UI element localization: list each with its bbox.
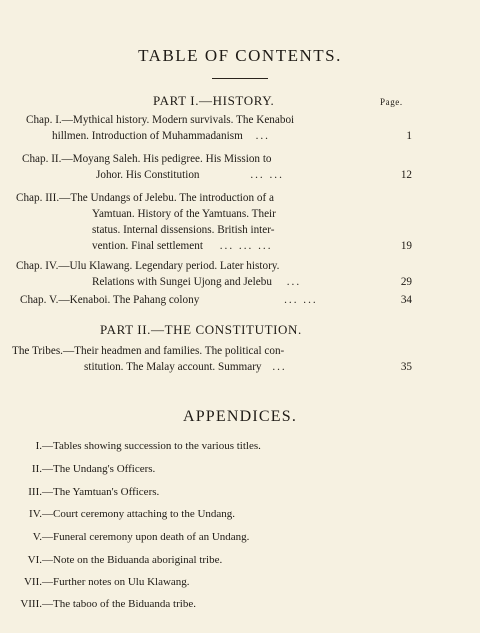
toc-line-text: stitution. The Malay account. Summary: [84, 361, 262, 373]
appendices-title: APPENDICES.: [182, 408, 298, 425]
toc-line: [16, 190, 412, 206]
appendix-number: II.: [31, 463, 42, 475]
toc-line-text: Relations with Sungei Ujong and Jelebu: [92, 276, 272, 288]
appendix-item: [30, 440, 261, 452]
title-rule: [212, 78, 268, 79]
leader-dots: ... ... ...: [219, 240, 273, 252]
appendix-text: —Court ceremony attaching to the Undang.: [42, 508, 236, 520]
toc-line-text: vention. Final settlement: [92, 240, 203, 252]
page-number: 29: [400, 276, 412, 288]
appendix-item: [30, 531, 249, 543]
page-number: 34: [400, 294, 412, 306]
toc-entry-chap-2: [18, 151, 412, 183]
toc-line-text: Chap. II.—Moyang Saleh. His pedigree. His Mission to: [22, 153, 272, 165]
toc-line: [18, 151, 412, 167]
toc-line: [20, 292, 412, 308]
appendix-text: —The Undang's Officers.: [42, 463, 156, 475]
toc-entry-chap-3: [16, 190, 412, 254]
toc-entry-chap-1: [22, 112, 412, 144]
leader-dots: ...: [286, 276, 302, 288]
toc-line-text: Chap. III.—The Undangs of Jelebu. The introduction of a: [16, 192, 274, 204]
leader-dots: ...: [255, 130, 270, 142]
toc-entry-chap-5: [20, 292, 412, 308]
appendix-number: III.: [28, 486, 42, 498]
appendix-item: [24, 508, 235, 520]
appendix-text: —The taboo of the Biduanda tribe.: [42, 598, 196, 610]
leader-dots: ... ...: [250, 169, 284, 181]
toc-line: [16, 238, 412, 254]
appendix-text: —Funeral ceremony upon death of an Undang.: [42, 531, 250, 543]
toc-line: [16, 258, 412, 274]
toc-line: [12, 359, 412, 375]
toc-line-text: Johor. His Constitution: [96, 169, 200, 181]
page-number: 12: [400, 169, 412, 181]
appendix-number: V.: [32, 531, 42, 543]
toc-line: [16, 206, 412, 222]
appendix-number: I.: [35, 440, 42, 452]
appendix-item: [18, 576, 190, 588]
toc-line-text: Yamtuan. History of the Yamtuans. Their: [92, 208, 276, 220]
toc-line: [22, 112, 412, 128]
appendix-item: [24, 486, 159, 498]
appendix-number: VI.: [27, 554, 42, 566]
toc-line: [16, 222, 412, 238]
appendix-text: —Further notes on Ulu Klawang.: [42, 576, 190, 588]
page-title: TABLE OF CONTENTS.: [138, 46, 342, 65]
toc-line-text: Chap. IV.—Ulu Klawang. Legendary period. Later history.: [16, 260, 280, 272]
toc-line: [18, 167, 412, 183]
toc-line-text: hillmen. Introduction of Muhammadanism: [52, 130, 243, 142]
toc-line-text: The Tribes.—Their headmen and families. The political con-: [12, 345, 285, 357]
appendix-number: VIII.: [20, 598, 42, 610]
appendix-text: —The Yamtuan's Officers.: [42, 486, 160, 498]
appendix-item: [14, 598, 196, 610]
appendix-item: [28, 463, 155, 475]
toc-entry-tribes: [12, 343, 412, 375]
toc-line-text: status. Internal dissensions. British inter-: [92, 224, 275, 236]
toc-line-text: Chap. V.—Kenaboi. The Pahang colony: [20, 294, 200, 306]
toc-entry-chap-4: [16, 258, 412, 290]
appendix-text: —Tables showing succession to the various titles.: [42, 440, 261, 452]
part-1-heading: PART I.—HISTORY.: [153, 93, 275, 108]
leader-dots: ... ...: [284, 294, 318, 306]
leader-dots: ...: [272, 361, 287, 373]
appendix-text: —Note on the Biduanda aboriginal tribe.: [42, 554, 223, 566]
appendix-number: VII.: [23, 576, 42, 588]
appendix-number: IV.: [29, 508, 42, 520]
page-column-label: Page.: [380, 97, 403, 107]
toc-line: [22, 128, 412, 144]
page-number: 19: [400, 240, 412, 252]
toc-line: [12, 343, 412, 359]
part-2-heading: PART II.—THE CONSTITUTION.: [100, 322, 302, 337]
page-number: 35: [400, 361, 412, 373]
page-number: 1: [406, 130, 412, 142]
toc-line: [16, 274, 412, 290]
appendix-item: [22, 554, 222, 566]
toc-line-text: Chap. I.—Mythical history. Modern survivals. The Kenaboi: [26, 114, 295, 126]
